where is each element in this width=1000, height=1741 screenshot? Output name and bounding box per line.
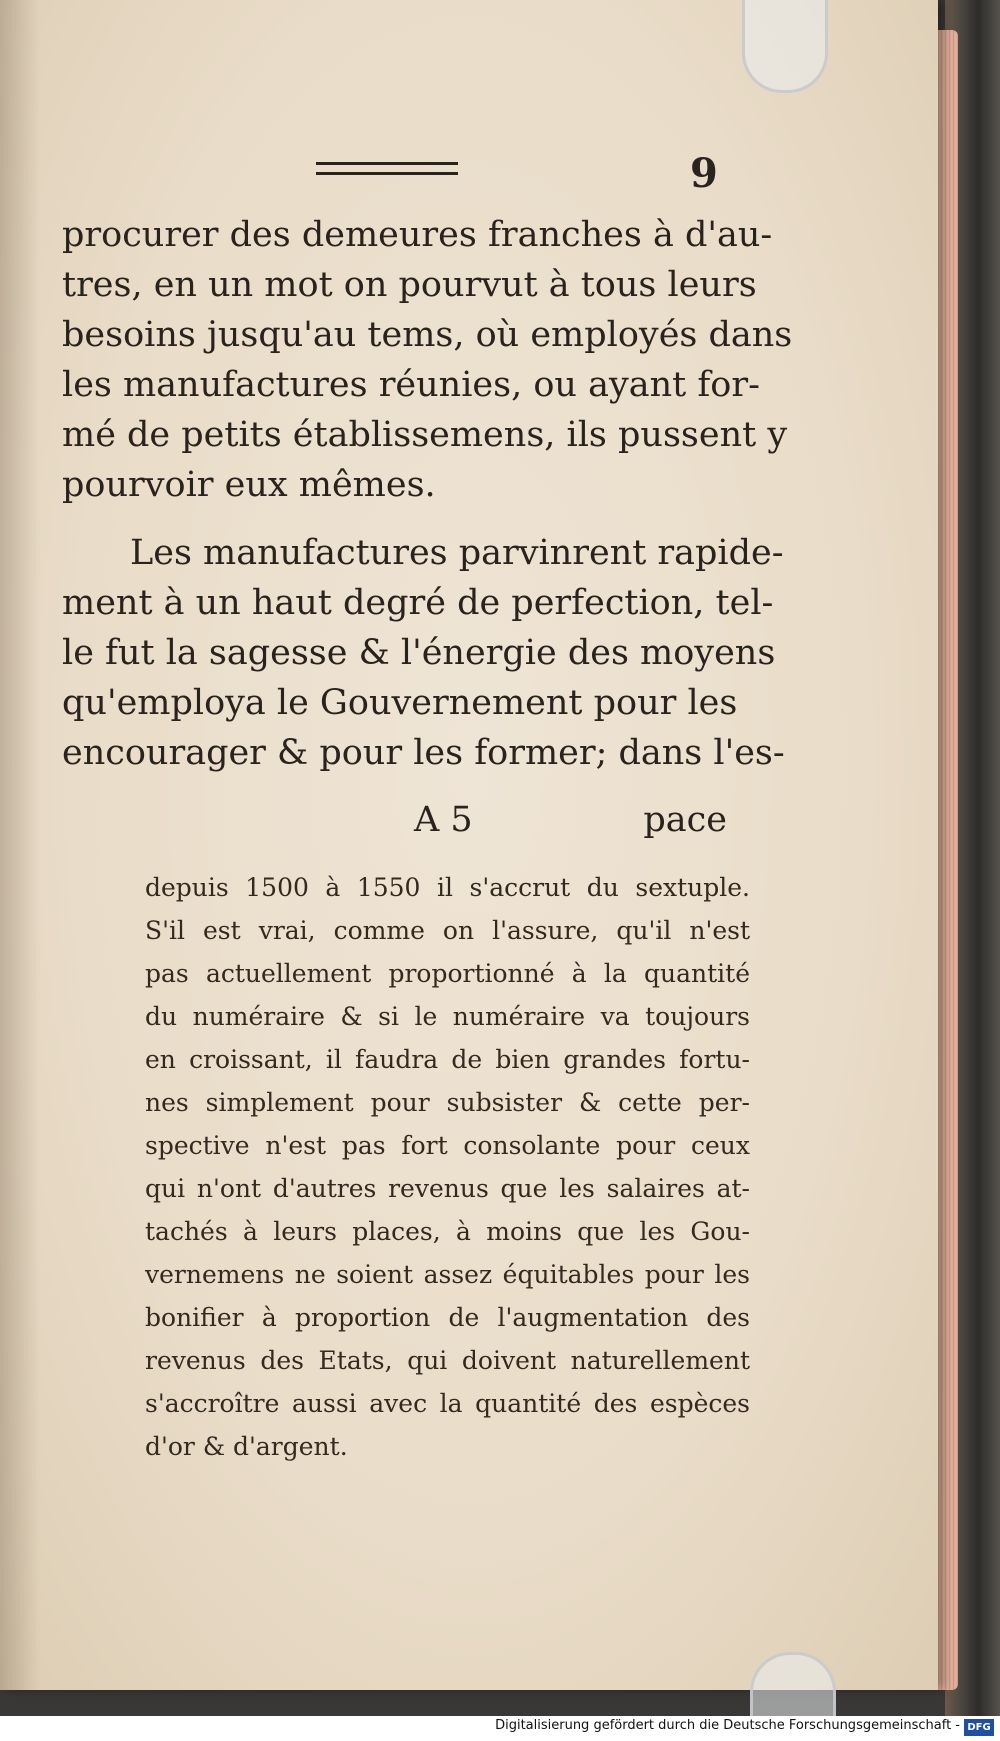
note-line: qui n'ont d'autres revenus que les salaires at-	[145, 1174, 750, 1203]
page-number: 9	[690, 150, 718, 197]
text-line: qu'employa le Gouvernement pour les	[62, 683, 738, 723]
text-line: mé de petits établissemens, ils pussent y	[62, 415, 788, 455]
note-line: nes simplement pour subsister & cette per-	[145, 1088, 750, 1117]
signature-line	[62, 800, 727, 850]
paragraph-2	[62, 528, 785, 778]
note-line: S'il est vrai, comme on l'assure, qu'il n'est	[145, 916, 750, 945]
note-line: s'accroître aussi avec la quantité des espèces	[145, 1389, 750, 1418]
note-line: bonifier à proportion de l'augmentation des	[145, 1303, 750, 1332]
funding-credit: Digitalisierung gefördert durch die Deutsche Forschungsgemeinschaft -	[495, 1718, 960, 1733]
header-rule	[316, 162, 458, 175]
footer-bar	[0, 1716, 1000, 1741]
note-line: vernemens ne soient assez équitables pour les	[145, 1260, 750, 1289]
text-line: procurer des demeures franches à d'au-	[62, 215, 773, 255]
note-line: du numéraire & si le numéraire va toujours	[145, 1002, 750, 1031]
page-clip-top	[742, 0, 828, 93]
note-line: depuis 1500 à 1550 il s'accrut du sextuple.	[145, 873, 750, 902]
note-line: d'or & d'argent.	[145, 1432, 348, 1461]
text-line: les manufactures réunies, ou ayant for-	[62, 365, 760, 405]
note-line: pas actuellement proportionné à la quantité	[145, 959, 750, 988]
text-line: ment à un haut degré de perfection, tel-	[62, 583, 774, 623]
text-line: le fut la sagesse & l'énergie des moyens	[62, 633, 776, 673]
text-line: encourager & pour les former; dans l'es-	[62, 733, 785, 773]
note-line: en croissant, il faudra de bien grandes fortu-	[145, 1045, 750, 1074]
text-line: Les manufactures parvinrent rapide-	[130, 533, 784, 573]
footnote-text	[145, 866, 750, 1468]
dfg-logo: DFG	[964, 1719, 994, 1736]
text-line: tres, en un mot on pourvut à tous leurs	[62, 265, 757, 305]
note-line: tachés à leurs places, à moins que les Gou-	[145, 1217, 750, 1246]
paragraph-1	[62, 210, 793, 510]
text-line: besoins jusqu'au tems, où employés dans	[62, 315, 793, 355]
page-clip-bottom	[750, 1652, 836, 1725]
main-text	[62, 210, 793, 778]
catchword: pace	[643, 800, 727, 840]
text-line: pourvoir eux mêmes.	[62, 465, 436, 505]
signature-mark: A 5	[414, 800, 473, 840]
note-line: revenus des Etats, qui doivent naturellement	[145, 1346, 750, 1375]
note-line: spective n'est pas fort consolante pour ceux	[145, 1131, 750, 1160]
